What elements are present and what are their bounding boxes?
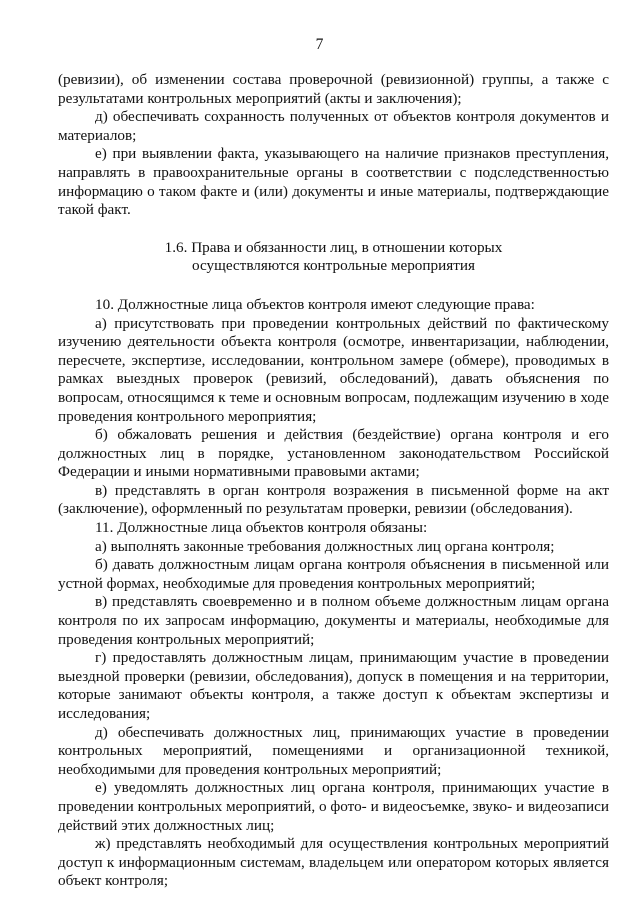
paragraph: д) обеспечивать должностных лиц, принимающих участие в проведении контрольных мероприятий, помещениями и организационной техникой, необходимыми для проведения контрольных мероприятий; (58, 723, 609, 778)
paragraph: 10. Должностные лица объектов контроля имеют следующие права: (95, 295, 535, 313)
paragraph: (ревизии), об изменении состава проверочной (ревизионной) группы, а также с результатами контрольных мероприятий (акты и заключения); (58, 71, 609, 107)
paragraph-group-top (58, 71, 609, 220)
paragraph: в) представлять своевременно и в полном объеме должностным лицам органа контроля по их запросам информацию, документы и материалы, необходимые для проведения контрольных мероприятий; (58, 593, 609, 648)
document-body (58, 71, 609, 891)
paragraph: 11. Должностные лица объектов контроля обязаны: (95, 519, 428, 537)
paragraph: ж) представлять необходимый для осуществления контрольных мероприятий доступ к информационным системам, владельцем или оператором которых является объект контроля; (58, 835, 609, 890)
section-heading-line: осуществляются контрольные мероприятия (192, 257, 475, 275)
paragraph: в) представлять в орган контроля возражения в письменной форме на акт (заключение), оформленный по результатам проверки, ревизии (обследования). (58, 481, 609, 518)
page-number: 7 (315, 36, 324, 53)
paragraph: е) уведомлять должностных лиц органа контроля, принимающих участие в проведении контрольных мероприятий, о фото- и видеосъемке, звуко- и видеозаписи действий этих должностных лиц; (58, 779, 609, 834)
paragraph: б) обжаловать решения и действия (бездействие) органа контроля и его должностных лиц в порядке, установленном законодательством Российской Федерации и иными нормативными правовыми актами; (58, 426, 609, 481)
paragraph: е) при выявлении факта, указывающего на наличие признаков преступления, направлять в правоохранительные органы в соответствии с подследственностью информацию о таком факте и (или) документы и иные материалы, подтверждающие такой факт. (58, 145, 609, 219)
section-heading-line: 1.6. Права и обязанности лиц, в отношении которых (164, 238, 503, 256)
paragraph: б) давать должностным лицам органа контроля объяснения в письменной или устной формах, необходимые для проведения контрольных мероприятий; (58, 556, 609, 592)
section-heading (58, 239, 609, 276)
paragraph: а) присутствовать при проведении контрольных действий по фактическому изучению деятельности объекта контроля (осмотре, инвентаризации, наблюдении, пересчете, экспертизе, исследовании, контрольном замере (обмере), проводимых в рамках выездных проверок (ревизий, обследований), давать объяснения по вопросам, относящимся к теме и основным вопросам, подлежащим изучению в ходе проведения контрольного мероприятия; (58, 314, 609, 425)
paragraph: г) предоставлять должностным лицам, принимающим участие в проведении выездной проверки (ревизии, обследования), допуск в помещения и на территории, которые занимают объекты контроля, а также доступ к объектам экспертизы и исследования; (58, 649, 609, 722)
paragraph-group-bottom (58, 296, 609, 891)
paragraph: а) выполнять законные требования должностных лиц органа контроля; (95, 537, 555, 555)
paragraph: д) обеспечивать сохранность полученных от объектов контроля документов и материалов; (58, 108, 609, 144)
